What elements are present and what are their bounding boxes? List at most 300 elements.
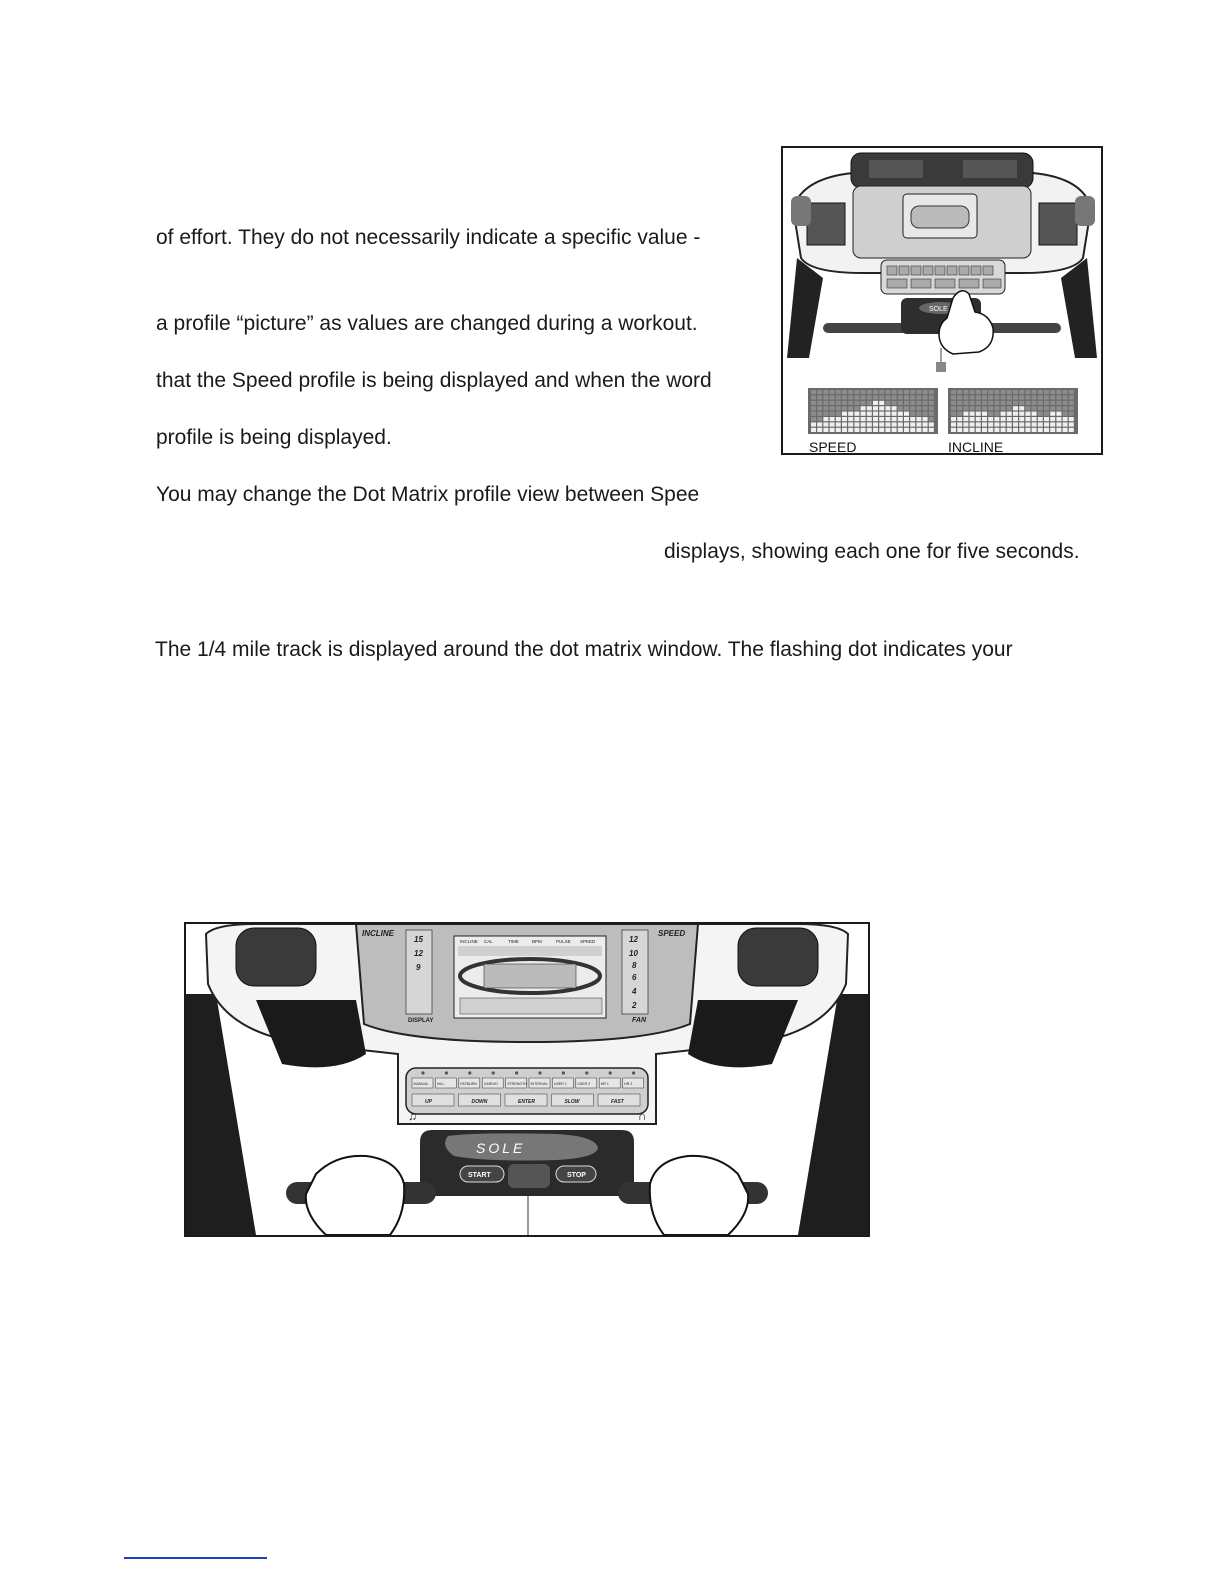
profile-dot — [1019, 412, 1024, 416]
profile-dot — [1032, 417, 1037, 421]
profile-dot — [1069, 417, 1074, 421]
profile-dot — [1007, 401, 1012, 405]
profile-dot — [1038, 395, 1043, 399]
incline-key-15[interactable]: 15 — [414, 935, 423, 944]
profile-dot — [836, 406, 841, 410]
profile-dot — [879, 428, 884, 432]
profile-dot — [994, 406, 999, 410]
profile-dot — [916, 395, 921, 399]
profile-dot — [910, 422, 915, 426]
profile-dot — [867, 406, 872, 410]
profile-dot — [951, 417, 956, 421]
profile-dot — [1044, 390, 1049, 394]
profile-dot — [823, 422, 828, 426]
profile-dot — [836, 428, 841, 432]
profile-dot — [1056, 417, 1061, 421]
profile-dot — [1032, 406, 1037, 410]
profile-dot — [1050, 417, 1055, 421]
speed-label: SPEED — [809, 439, 857, 455]
profile-dot — [988, 401, 993, 405]
profile-dot — [988, 428, 993, 432]
profile-dot — [1032, 422, 1037, 426]
profile-dot — [994, 428, 999, 432]
profile-dot — [1056, 395, 1061, 399]
profile-dot — [929, 412, 934, 416]
profile-dot — [836, 417, 841, 421]
profile-dot — [1025, 390, 1030, 394]
profile-dot — [970, 428, 975, 432]
profile-dot — [982, 412, 987, 416]
profile-dot — [1056, 406, 1061, 410]
profile-dot — [970, 406, 975, 410]
profile-dot — [957, 406, 962, 410]
profile-dot — [873, 422, 878, 426]
profile-dot — [867, 428, 872, 432]
window-label: SPEED — [580, 939, 596, 944]
profile-dot — [817, 428, 822, 432]
incline-key-9[interactable]: 9 — [416, 963, 421, 972]
profile-dot — [1007, 417, 1012, 421]
profile-dot — [970, 422, 975, 426]
profile-dot — [823, 401, 828, 405]
profile-dot — [898, 417, 903, 421]
incline-label: INCLINE — [948, 439, 1004, 455]
profile-dot — [957, 412, 962, 416]
program-key-label: USER 1 — [553, 1082, 567, 1086]
speed-key-8[interactable]: 8 — [632, 961, 637, 970]
profile-dot — [1044, 422, 1049, 426]
profile-dot — [1001, 390, 1006, 394]
fan-label: FAN — [632, 1017, 646, 1024]
profile-dot — [823, 390, 828, 394]
profile-dot — [1007, 390, 1012, 394]
profile-dot — [898, 428, 903, 432]
profile-dot — [929, 428, 934, 432]
profile-dot — [1013, 390, 1018, 394]
profile-dot — [1025, 412, 1030, 416]
profile-dot — [1050, 422, 1055, 426]
profile-dot — [1025, 406, 1030, 410]
profile-dot — [1063, 395, 1068, 399]
profile-dot — [811, 395, 816, 399]
profile-dot — [1069, 428, 1074, 432]
profile-dot — [910, 401, 915, 405]
led-indicator — [468, 1071, 471, 1074]
control-key[interactable] — [412, 1094, 454, 1106]
profile-dot — [988, 390, 993, 394]
profile-dot — [1019, 406, 1024, 410]
profile-dot — [970, 417, 975, 421]
incline-profile-grid — [948, 388, 1078, 434]
profile-dot — [916, 401, 921, 405]
profile-dot — [1050, 428, 1055, 432]
profile-dot — [842, 428, 847, 432]
led-indicator — [632, 1071, 635, 1074]
profile-dot — [892, 422, 897, 426]
profile-dot — [836, 390, 841, 394]
profile-dot — [892, 417, 897, 421]
led-indicator — [562, 1071, 565, 1074]
profile-dot — [982, 395, 987, 399]
profile-dot — [1063, 422, 1068, 426]
profile-dot — [861, 406, 866, 410]
footer-rule — [124, 1557, 267, 1559]
profile-dot — [910, 417, 915, 421]
profile-dot — [873, 417, 878, 421]
profile-dot — [817, 422, 822, 426]
profile-dot — [879, 390, 884, 394]
profile-dot — [1019, 417, 1024, 421]
profile-dot — [976, 406, 981, 410]
profile-dot — [904, 390, 909, 394]
profile-dot — [811, 390, 816, 394]
profile-dot — [867, 422, 872, 426]
profile-dot — [916, 422, 921, 426]
profile-dot — [994, 412, 999, 416]
speed-profile-grid — [808, 388, 938, 434]
profile-dot — [842, 390, 847, 394]
profile-dot — [836, 412, 841, 416]
profile-dot — [1013, 422, 1018, 426]
program-key-label: STRENGTH — [507, 1082, 527, 1086]
brand-label: SOLE — [929, 306, 948, 313]
profile-dot — [923, 406, 928, 410]
profile-dot — [817, 406, 822, 410]
profile-dot — [1007, 412, 1012, 416]
profile-dot — [885, 417, 890, 421]
profile-dot — [885, 428, 890, 432]
profile-dot — [963, 390, 968, 394]
profile-dot — [1001, 406, 1006, 410]
text-line: a profile “picture” as values are changed during a workout. — [156, 312, 698, 335]
profile-dot — [923, 395, 928, 399]
profile-dot — [892, 406, 897, 410]
led-indicator — [585, 1071, 588, 1074]
profile-dot — [1001, 395, 1006, 399]
profile-dot — [957, 390, 962, 394]
profile-dot — [898, 422, 903, 426]
profile-dot — [898, 401, 903, 405]
profile-dot — [817, 401, 822, 405]
profile-dot — [892, 395, 897, 399]
profile-dot — [848, 412, 853, 416]
profile-dot — [885, 412, 890, 416]
profile-dot — [963, 395, 968, 399]
console-display-figure — [781, 146, 1103, 455]
profile-dot — [848, 417, 853, 421]
profile-dot — [848, 401, 853, 405]
profile-dot — [830, 428, 835, 432]
profile-dot — [916, 390, 921, 394]
program-key-label: CARDIO — [483, 1082, 498, 1086]
profile-dot — [811, 422, 816, 426]
profile-dot — [982, 401, 987, 405]
profile-dot — [817, 390, 822, 394]
profile-dot — [1032, 395, 1037, 399]
profile-dot — [976, 428, 981, 432]
profile-dot — [898, 395, 903, 399]
profile-dot — [904, 412, 909, 416]
profile-dot — [976, 390, 981, 394]
profile-dot — [963, 428, 968, 432]
profile-dot — [957, 422, 962, 426]
profile-dot — [892, 401, 897, 405]
profile-dot — [951, 401, 956, 405]
profile-dot — [842, 412, 847, 416]
profile-dot — [830, 390, 835, 394]
speed-key-6[interactable]: 6 — [632, 973, 637, 982]
text-line: that the Speed profile is being displayed and when the word — [156, 369, 712, 392]
profile-dot — [1013, 406, 1018, 410]
profile-dot — [1056, 401, 1061, 405]
profile-dot — [1063, 401, 1068, 405]
profile-dot — [867, 417, 872, 421]
program-key-label: USER 2 — [577, 1082, 591, 1086]
text-line: displays, showing each one for five seconds. — [664, 540, 1080, 563]
profile-dot — [1056, 428, 1061, 432]
window-label: TIME — [508, 939, 519, 944]
console-front-illustration — [186, 924, 868, 1235]
profile-dot — [898, 412, 903, 416]
speed-key-2[interactable]: 2 — [632, 1001, 637, 1010]
stop-button-label: STOP — [567, 1172, 586, 1179]
profile-dot — [811, 428, 816, 432]
profile-dot — [830, 422, 835, 426]
profile-dot — [929, 390, 934, 394]
profile-dot — [1013, 417, 1018, 421]
profile-dot — [904, 401, 909, 405]
profile-dot — [817, 395, 822, 399]
profile-dot — [823, 428, 828, 432]
profile-dot — [861, 422, 866, 426]
profile-dot — [892, 412, 897, 416]
profile-dot — [923, 422, 928, 426]
profile-dot — [1019, 428, 1024, 432]
profile-dot — [885, 422, 890, 426]
program-key-label: MANUAL — [413, 1082, 429, 1086]
profile-dot — [823, 417, 828, 421]
profile-dot — [1038, 412, 1043, 416]
dot-matrix-window — [484, 964, 576, 988]
profile-dot — [904, 428, 909, 432]
profile-dot — [910, 390, 915, 394]
profile-dot — [830, 395, 835, 399]
profile-dot — [1025, 417, 1030, 421]
text-line: The 1/4 mile track is displayed around the dot matrix window. The flashing dot indicates your — [155, 638, 1013, 661]
profile-dot — [1050, 406, 1055, 410]
profile-dot — [848, 395, 853, 399]
window-label: CAL — [484, 939, 493, 944]
profile-dot — [970, 401, 975, 405]
profile-panels — [783, 388, 1101, 458]
window-label: INCLINE — [460, 939, 478, 944]
profile-dot — [1038, 401, 1043, 405]
profile-dot — [1044, 406, 1049, 410]
program-key-label: HR 1 — [600, 1082, 609, 1086]
profile-dot — [1013, 401, 1018, 405]
profile-dot — [873, 390, 878, 394]
profile-dot — [885, 390, 890, 394]
profile-dot — [910, 412, 915, 416]
profile-dot — [1044, 417, 1049, 421]
headphone-icon: ∩ — [638, 1109, 647, 1123]
program-key-label: HR 2 — [624, 1082, 633, 1086]
profile-dot — [848, 390, 853, 394]
profile-dot — [1044, 428, 1049, 432]
profile-dot — [929, 417, 934, 421]
profile-dot — [1032, 428, 1037, 432]
profile-dot — [1001, 417, 1006, 421]
profile-dot — [957, 417, 962, 421]
profile-dot — [982, 390, 987, 394]
profile-dot — [976, 412, 981, 416]
profile-dot — [1063, 417, 1068, 421]
profile-dot — [994, 401, 999, 405]
profile-dot — [836, 401, 841, 405]
profile-dot — [1032, 390, 1037, 394]
profile-dot — [842, 406, 847, 410]
text-line: profile is being displayed. — [156, 426, 392, 449]
profile-dot — [879, 401, 884, 405]
led-indicator — [445, 1071, 448, 1074]
led-indicator — [609, 1071, 612, 1074]
speed-key-12[interactable]: 12 — [629, 935, 638, 944]
profile-dot — [904, 417, 909, 421]
profile-dot — [1038, 428, 1043, 432]
profile-dot — [1050, 412, 1055, 416]
profile-dot — [916, 428, 921, 432]
profile-dot — [830, 401, 835, 405]
profile-dot — [951, 406, 956, 410]
profile-dot — [854, 406, 859, 410]
profile-dot — [1044, 395, 1049, 399]
profile-dot — [842, 422, 847, 426]
profile-dot — [1019, 395, 1024, 399]
profile-dot — [854, 422, 859, 426]
profile-dot — [982, 422, 987, 426]
control-key-label: ENTER — [518, 1099, 535, 1105]
profile-dot — [904, 406, 909, 410]
profile-dot — [854, 395, 859, 399]
start-button-label: START — [468, 1172, 491, 1179]
program-key-label: INTERVAL — [530, 1082, 548, 1086]
control-key-label: SLOW — [564, 1099, 580, 1105]
profile-dot — [1001, 422, 1006, 426]
profile-dot — [957, 401, 962, 405]
profile-dot — [873, 401, 878, 405]
profile-dot — [982, 417, 987, 421]
console-handlebar-figure — [184, 922, 870, 1237]
profile-dot — [811, 406, 816, 410]
window-label: BPM — [532, 939, 542, 944]
profile-dot — [892, 390, 897, 394]
brand-label: SOLE — [476, 1140, 526, 1156]
profile-dot — [1013, 395, 1018, 399]
profile-dot — [910, 395, 915, 399]
profile-dot — [898, 406, 903, 410]
incline-label: INCLINE — [362, 929, 394, 938]
incline-key-12[interactable]: 12 — [414, 949, 423, 958]
profile-dot — [873, 406, 878, 410]
window-label: PULSE — [556, 939, 571, 944]
profile-dot — [1007, 406, 1012, 410]
profile-dot — [1001, 412, 1006, 416]
profile-dot — [951, 412, 956, 416]
display-label: DISPLAY — [408, 1018, 434, 1024]
profile-dot — [842, 417, 847, 421]
profile-dot — [1013, 412, 1018, 416]
profile-dot — [976, 417, 981, 421]
profile-dot — [879, 406, 884, 410]
profile-dot — [1019, 422, 1024, 426]
profile-dot — [963, 417, 968, 421]
profile-dot — [951, 395, 956, 399]
profile-dot — [1032, 401, 1037, 405]
profile-dot — [1069, 395, 1074, 399]
speed-key-10[interactable]: 10 — [629, 949, 638, 958]
profile-dot — [854, 412, 859, 416]
profile-dot — [1069, 406, 1074, 410]
profile-dot — [1007, 428, 1012, 432]
profile-dot — [823, 412, 828, 416]
profile-dot — [854, 417, 859, 421]
led-indicator — [515, 1071, 518, 1074]
profile-dot — [1013, 428, 1018, 432]
speed-key-4[interactable]: 4 — [632, 987, 637, 996]
control-key-label: FAST — [611, 1099, 624, 1105]
profile-dot — [811, 412, 816, 416]
text-line: of effort. They do not necessarily indicate a specific value - — [156, 226, 701, 249]
profile-dot — [848, 406, 853, 410]
profile-dot — [836, 395, 841, 399]
profile-dot — [988, 417, 993, 421]
profile-dot — [1025, 395, 1030, 399]
profile-dot — [988, 406, 993, 410]
profile-dot — [830, 406, 835, 410]
control-key-label: DOWN — [471, 1099, 488, 1105]
profile-dot — [970, 390, 975, 394]
profile-dot — [923, 390, 928, 394]
profile-dot — [982, 428, 987, 432]
profile-dot — [1044, 401, 1049, 405]
profile-dot — [994, 422, 999, 426]
profile-dot — [873, 428, 878, 432]
profile-dot — [1019, 390, 1024, 394]
profile-dot — [873, 412, 878, 416]
profile-dot — [1044, 412, 1049, 416]
profile-dot — [879, 422, 884, 426]
profile-dot — [904, 422, 909, 426]
profile-dot — [861, 412, 866, 416]
program-key-label: FATBURN — [460, 1082, 477, 1086]
speed-label: SPEED — [658, 929, 686, 938]
profile-dot — [988, 412, 993, 416]
profile-dot — [994, 417, 999, 421]
profile-dot — [951, 422, 956, 426]
profile-dot — [929, 422, 934, 426]
profile-dot — [885, 401, 890, 405]
profile-dot — [1038, 422, 1043, 426]
profile-dot — [963, 412, 968, 416]
profile-dot — [1038, 406, 1043, 410]
profile-dot — [1025, 428, 1030, 432]
profile-dot — [929, 406, 934, 410]
profile-dot — [861, 395, 866, 399]
profile-dot — [879, 417, 884, 421]
profile-dot — [923, 428, 928, 432]
profile-dot — [854, 428, 859, 432]
profile-dot — [842, 395, 847, 399]
